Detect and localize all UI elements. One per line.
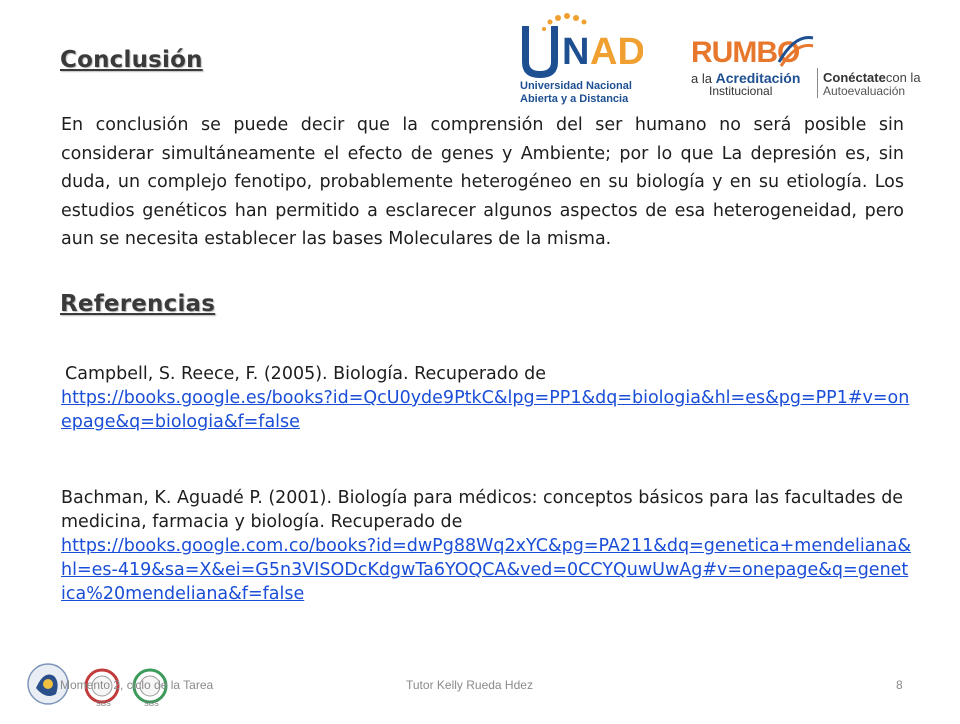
reference-citation: Bachman, K. Aguadé P. (2001). Biología para médicos: conceptos básicos para las facultades de medicina, farmacia y biología. Recuperado de — [61, 488, 904, 532]
reference-item — [61, 362, 911, 434]
rumbo-prefix: a la — [691, 71, 712, 86]
rumbo-institutional: Institucional — [709, 84, 773, 98]
footer-left-text: Momento 2, ciclo de la Tarea — [60, 678, 214, 692]
footer-center-text: Tutor Kelly Rueda Hdez — [406, 678, 533, 692]
reference-link[interactable]: https://books.google.es/books?id=QcU0yde9PtkC&lpg=PP1&dq=biologia&hl=es&pg=PP1#v=onepage&q=biologia&f=false — [61, 388, 910, 432]
rumbo-connect-rest: con la — [885, 70, 921, 85]
rumbo-connect — [823, 70, 921, 85]
rumbo-connect-bold: Conéctate — [823, 70, 886, 85]
svg-text:SGS: SGS — [96, 701, 111, 708]
reference-link[interactable]: https://books.google.com.co/books?id=dwPg88Wq2xYC&pg=PA211&dq=genetica+mendeliana&hl=es-419&sa=X&ei=G5n3VISODcKdgwTa6YOQCA&ved=0CCYQuwUwAg#v=onepage&q=genetica%20mendeliana&f=false — [61, 536, 911, 604]
references-heading: Referencias — [60, 291, 216, 317]
reference-citation: Campbell, S. Reece, F. (2005). Biología. Recuperado de — [65, 364, 547, 384]
page-number: 8 — [896, 678, 903, 692]
svg-text:AD: AD — [590, 31, 643, 73]
rumbo-logo — [683, 30, 933, 100]
unad-line2: Abierta y a Distancia — [520, 93, 629, 105]
unad-line1: Universidad Nacional — [520, 80, 632, 92]
rumbo-accreditation: Acreditación — [715, 70, 801, 86]
unad-logo — [518, 12, 643, 107]
reference-item — [61, 486, 911, 606]
unad-emblem-icon — [518, 12, 643, 82]
rumbo-swoosh-icon — [775, 32, 815, 70]
conclusion-paragraph: En conclusión se puede decir que la comprensión del ser humano no será posible sin considerar simultáneamente el efecto de genes y Ambiente; por lo que La depresión es, sin duda, un complejo fenotipo, probablemente heterogéneo en su biología y en su etiología. Los estudios genéticos han permitido a esclarecer algunos aspectos de esa heterogeneidad, pero aun se necesita establecer las bases Moleculares de la misma. — [61, 115, 904, 249]
svg-text:SGS: SGS — [144, 701, 159, 708]
svg-text:N: N — [562, 31, 590, 73]
rumbo-selfeval: Autoevaluación — [823, 84, 906, 98]
rumbo-divider — [817, 68, 818, 98]
rumbo-title: RUMBO — [691, 36, 800, 69]
conclusion-heading: Conclusión — [60, 47, 203, 73]
